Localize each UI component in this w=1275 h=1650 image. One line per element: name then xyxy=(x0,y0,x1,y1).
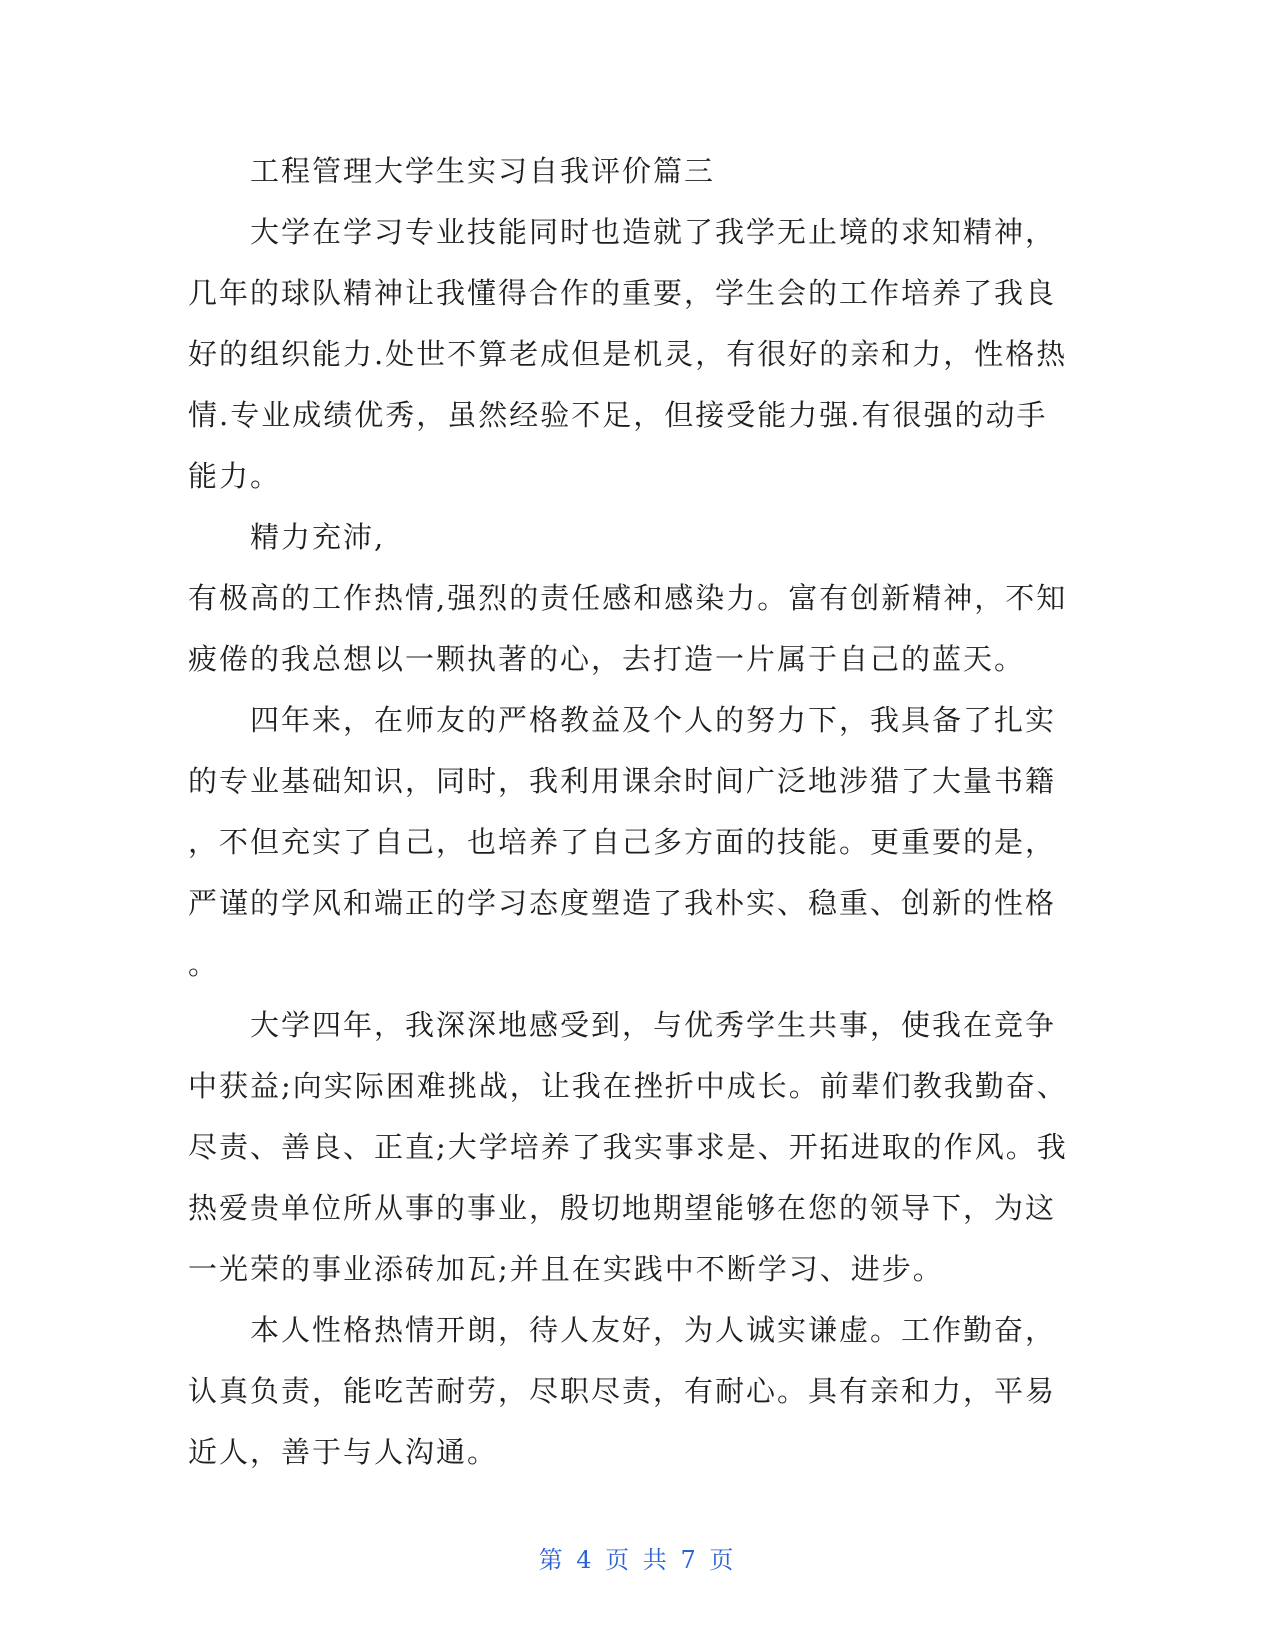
text-line: 热爱贵单位所从事的事业，殷切地期望能够在您的领导下，为这 xyxy=(188,1191,1057,1225)
document-body xyxy=(188,141,1088,1483)
text-line: 认真负责，能吃苦耐劳，尽职尽责，有耐心。具有亲和力，平易 xyxy=(188,1374,1057,1408)
text-line: 大学四年，我深深地感受到，与优秀学生共事，使我在竞争 xyxy=(250,1008,1057,1042)
document-title: 工程管理大学生实习自我评价篇三 xyxy=(250,154,716,188)
text-line: 本人性格热情开朗，待人友好，为人诚实谦虚。工作勤奋， xyxy=(250,1313,1057,1347)
page-number-footer: 第 4 页 共 7 页 xyxy=(538,1546,737,1574)
text-line: 大学在学习专业技能同时也造就了我学无止境的求知精神， xyxy=(250,215,1057,249)
text-line: ，不但充实了自己，也培养了自己多方面的技能。更重要的是， xyxy=(188,825,1057,859)
text-line: 疲倦的我总想以一颗执著的心，去打造一片属于自己的蓝天。 xyxy=(188,642,1026,676)
text-line: 尽责、善良、正直;大学培养了我实事求是、开拓进取的作风。我 xyxy=(188,1130,1068,1164)
text-line: 几年的球队精神让我懂得合作的重要，学生会的工作培养了我良 xyxy=(188,276,1057,310)
text-line: 近人，善于与人沟通。 xyxy=(188,1435,499,1469)
text-line: 严谨的学风和端正的学习态度塑造了我朴实、稳重、创新的性格 xyxy=(188,886,1057,920)
text-line: 好的组织能力.处世不算老成但是机灵，有很好的亲和力，性格热 xyxy=(188,337,1068,371)
text-line: 精力充沛, xyxy=(250,520,386,554)
text-line: 的专业基础知识，同时，我利用课余时间广泛地涉猎了大量书籍 xyxy=(188,764,1057,798)
text-line: 能力。 xyxy=(188,459,282,493)
text-line: 一光荣的事业添砖加瓦;并且在实践中不断学习、进步。 xyxy=(188,1252,944,1286)
text-line: 四年来，在师友的严格教益及个人的努力下，我具备了扎实 xyxy=(250,703,1057,737)
text-line: 有极高的工作热情,强烈的责任感和感染力。富有创新精神，不知 xyxy=(188,581,1068,615)
text-line: 中获益;向实际困难挑战，让我在挫折中成长。前辈们教我勤奋、 xyxy=(188,1069,1068,1103)
text-line: 。 xyxy=(188,947,220,981)
text-line: 情.专业成绩优秀，虽然经验不足，但接受能力强.有很强的动手 xyxy=(188,398,1048,432)
